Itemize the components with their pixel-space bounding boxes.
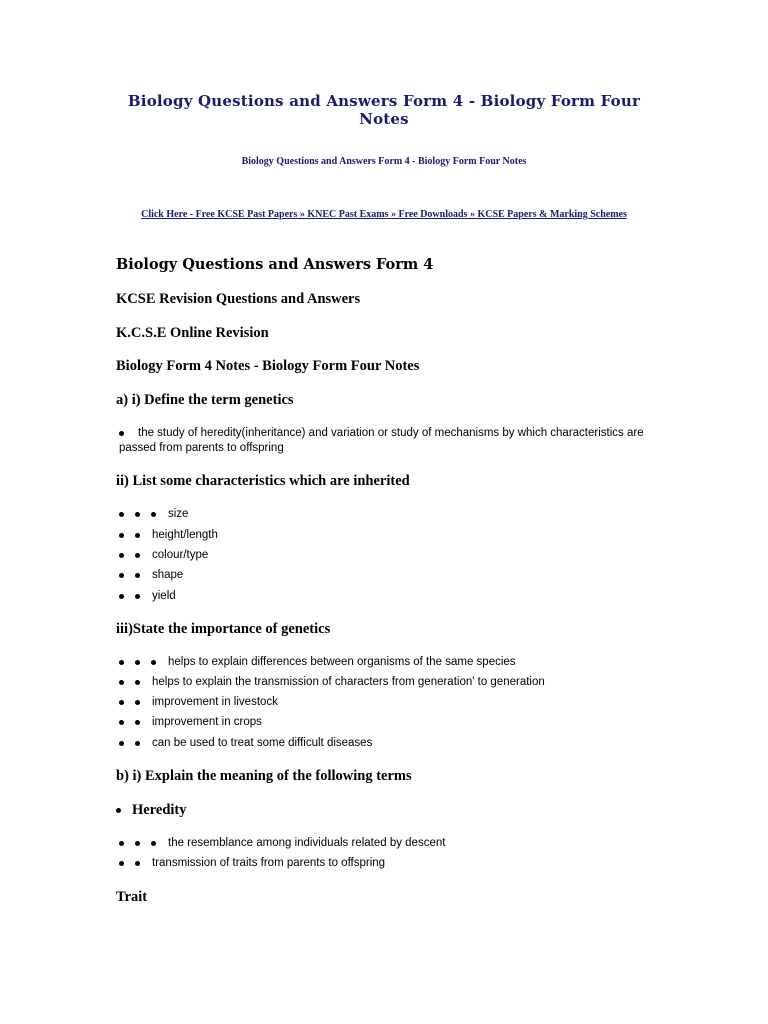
question-explain-terms: b) i) Explain the meaning of the following terms <box>116 768 412 784</box>
list-item-text: yield <box>152 590 176 602</box>
section-heading: Biology Questions and Answers Form 4 <box>116 256 434 273</box>
list-item-text: transmission of traits from parents to offspring <box>152 857 386 869</box>
list-item <box>116 507 656 522</box>
term-heredity-heading <box>116 801 187 819</box>
list-item <box>116 856 656 871</box>
subheading-form4-notes: Biology Form 4 Notes - Biology Form Four Notes <box>116 358 420 374</box>
question-importance-genetics: iii)State the importance of genetics <box>116 621 331 637</box>
list-item <box>116 695 656 710</box>
list-item-text: shape <box>152 569 184 581</box>
list-item <box>116 568 656 583</box>
list-item-text: helps to explain the transmission of characters from generation' to generation <box>152 676 545 688</box>
list-item <box>116 736 656 751</box>
list-item-text: colour/type <box>152 549 209 561</box>
list-item-text: height/length <box>152 529 218 541</box>
past-papers-link-line <box>116 209 652 220</box>
question-inherited-characteristics: ii) List some characteristics which are inherited <box>116 473 410 489</box>
list-item <box>116 548 656 563</box>
list-item-text: helps to explain differences between organisms of the same species <box>168 656 516 668</box>
list-item-text: size <box>168 508 189 520</box>
page-title: Biology Questions and Answers Form 4 - Biology Form Four Notes <box>127 92 641 128</box>
answer-genetics-text: the study of heredity(inheritance) and variation or study of mechanisms by which characteristics are passed from parents to offspring <box>119 427 644 454</box>
list-item <box>116 715 656 730</box>
list-item <box>116 589 656 604</box>
list-item <box>116 528 656 543</box>
term-heredity-label: Heredity <box>132 802 187 818</box>
term-trait-heading: Trait <box>116 889 148 905</box>
list-item-text: improvement in livestock <box>152 696 278 708</box>
list-item-text: improvement in crops <box>152 716 262 728</box>
bullet-icon <box>116 808 121 813</box>
list-item <box>116 426 656 456</box>
list-item <box>116 655 656 670</box>
page-subtitle: Biology Questions and Answers Form 4 - Biology Form Four Notes <box>241 156 527 167</box>
list-item-text: can be used to treat some difficult diseases <box>152 737 373 749</box>
question-define-genetics: a) i) Define the term genetics <box>116 392 294 408</box>
list-item-text: the resemblance among individuals related by descent <box>168 837 446 849</box>
subheading-kcse-revision: KCSE Revision Questions and Answers <box>116 291 361 307</box>
list-item <box>116 836 656 851</box>
past-papers-link[interactable]: Click Here - Free KCSE Past Papers » KNEC Past Exams » Free Downloads » KCSE Papers & Marking Schemes <box>141 209 627 220</box>
list-item <box>116 675 656 690</box>
subheading-online-revision: K.C.S.E Online Revision <box>116 325 269 341</box>
